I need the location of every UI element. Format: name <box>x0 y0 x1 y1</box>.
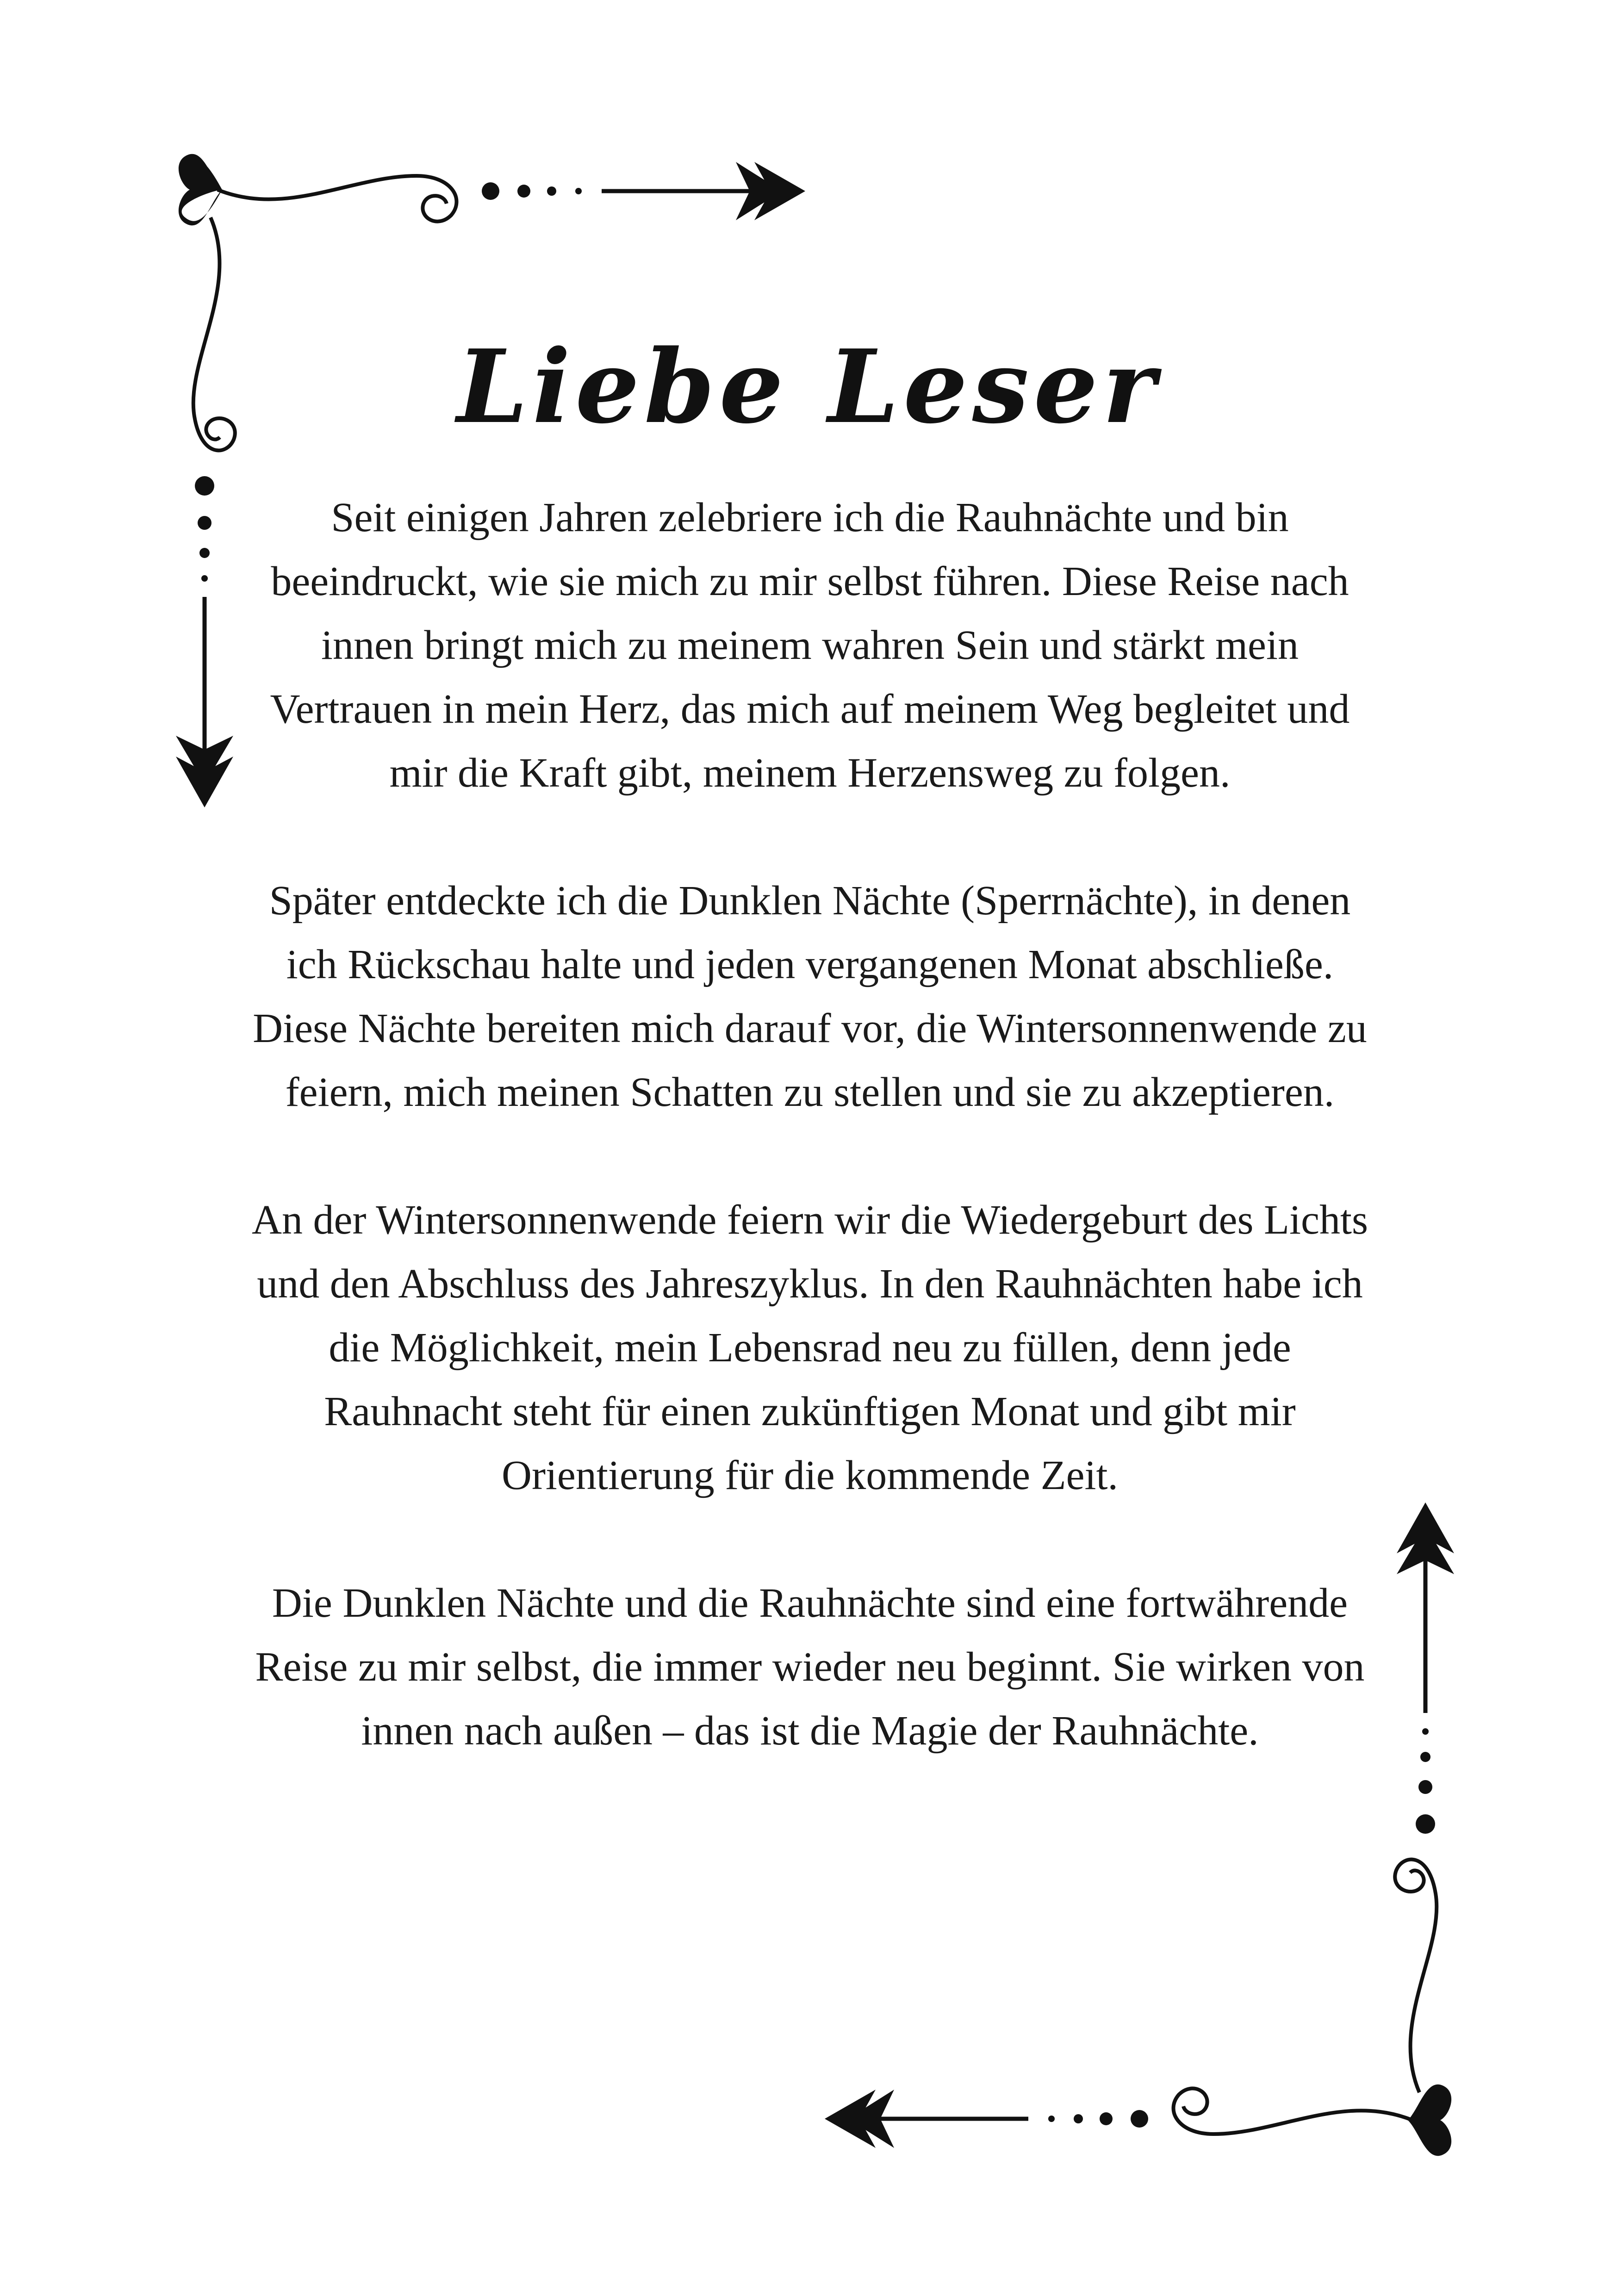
dot-icon <box>1420 1752 1430 1762</box>
page-title: Liebe Leser <box>456 328 1161 447</box>
paragraph: An der Wintersonnenwende feiern wir die Wiedergeburt des Lichts und den Abschluss des Jahreszyklus. In den Rauhnächten habe ich die Möglichkeit, mein Lebensrad neu zu füllen, denn jede Rauhnacht steht für einen zukünftigen Monat und gibt mir Orientierung für die kommende Zeit. <box>252 1197 1368 1498</box>
dot-icon <box>1074 2114 1083 2123</box>
paragraph: Seit einigen Jahren zelebriere ich die Rauhnächte und bin beeindruckt, wie sie mich zu mir selbst führen. Diese Reise nach innen bringt mich zu meinem wahren Sein und stärkt mein Vertrauen in mein Herz, das mich auf meinem Weg begleitet und mir die Kraft gibt, meinem Herzensweg zu folgen. <box>270 495 1350 796</box>
letter-body <box>250 486 1370 1763</box>
paragraph: Später entdeckte ich die Dunklen Nächte (Sperrnächte), in denen ich Rückschau halte und jeden vergangenen Monat abschließe. Diese Nächte bereiten mich darauf vor, die Wintersonnenwende zu feiern, mich meinen Schatten zu stellen und sie zu akzeptieren. <box>253 878 1367 1115</box>
dot-icon <box>1048 2116 1055 2122</box>
paragraph: Die Dunklen Nächte und die Rauhnächte sind eine fortwährende Reise zu mir selbst, die immer wieder neu beginnt. Sie wirken von innen nach außen – das ist die Magie der Rauhnächte. <box>255 1580 1365 1754</box>
dot-icon <box>1416 1814 1435 1834</box>
dot-icon <box>1418 1780 1432 1794</box>
dot-icon <box>1100 2112 1113 2125</box>
heart-icon <box>1408 2085 1451 2156</box>
dot-icon <box>1422 1728 1429 1735</box>
swirl-icon <box>1395 1860 1437 2092</box>
swirl-icon <box>1174 2088 1412 2134</box>
dot-icon <box>1131 2110 1148 2128</box>
